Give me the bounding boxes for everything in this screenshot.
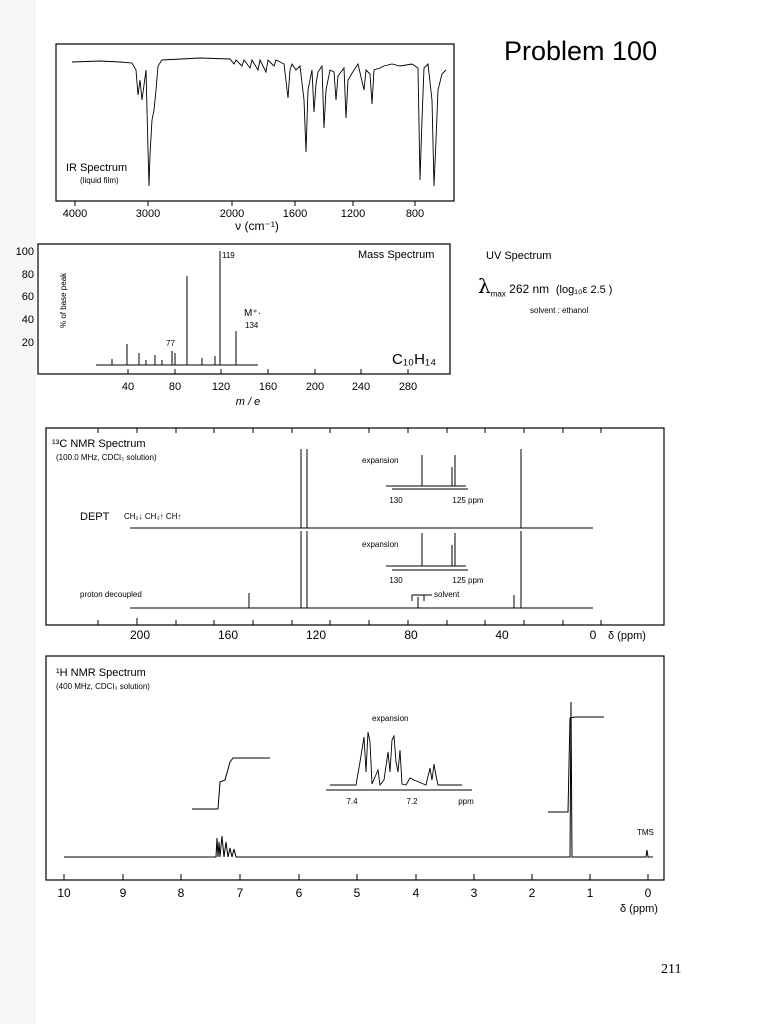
uv-label: UV Spectrum bbox=[486, 250, 552, 262]
ms-y-tick: 20 bbox=[21, 337, 34, 349]
ms-y-axis-label: % of base peak bbox=[59, 272, 68, 328]
h1-x-tick: 8 bbox=[177, 886, 185, 900]
c13-x-tick: 160 bbox=[217, 628, 239, 642]
dept-legend: CH₂↓ CH₃↑ CH↑ bbox=[124, 512, 182, 521]
h1-expansion-tick: 7.4 bbox=[346, 797, 358, 806]
ms-x-tick: 80 bbox=[168, 381, 182, 393]
c13-nmr-spectrum bbox=[0, 425, 768, 645]
h1-expansion-tick: ppm bbox=[458, 797, 474, 806]
tms-label: TMS bbox=[637, 828, 654, 837]
ir-tick: 800 bbox=[405, 208, 425, 220]
h1-x-tick: 7 bbox=[236, 886, 244, 900]
c13-x-tick: 120 bbox=[305, 628, 327, 642]
c13-expansion-tick: 125 ppm bbox=[452, 576, 484, 585]
ir-tick: 1600 bbox=[282, 208, 308, 220]
c13-expansion-tick: 130 bbox=[389, 496, 403, 505]
c13-label: ¹³C NMR Spectrum bbox=[52, 438, 146, 450]
h1-x-tick: 6 bbox=[295, 886, 303, 900]
ms-x-tick: 160 bbox=[258, 381, 278, 393]
uv-lambda-max bbox=[478, 274, 612, 298]
ms-x-tick: 280 bbox=[398, 381, 418, 393]
ir-sublabel: (liquid film) bbox=[80, 176, 119, 185]
h1-trace bbox=[64, 702, 653, 857]
c13-dept-expansion-label: expansion bbox=[362, 456, 399, 465]
lambda-symbol: λ bbox=[478, 274, 491, 298]
mass-spectrum bbox=[0, 238, 470, 413]
c13-x-tick: 200 bbox=[129, 628, 151, 642]
c13-x-tick: 40 bbox=[495, 628, 509, 642]
ir-tick: 3000 bbox=[135, 208, 161, 220]
page-title: Problem 100 bbox=[504, 36, 658, 66]
uv-solvent: solvent : ethanol bbox=[530, 306, 589, 315]
h1-expansion-tick: 7.2 bbox=[406, 797, 418, 806]
ms-y-tick: 100 bbox=[15, 246, 34, 258]
h1-expansion-label: expansion bbox=[372, 714, 409, 723]
ir-tick: 1200 bbox=[340, 208, 366, 220]
proton-decoupled-label: proton decoupled bbox=[80, 590, 142, 599]
h1-nmr-spectrum bbox=[0, 652, 768, 922]
ms-y-tick: 40 bbox=[21, 314, 34, 326]
h1-x-tick: 3 bbox=[470, 886, 478, 900]
ms-x-tick: 240 bbox=[351, 381, 371, 393]
c13-expansion-tick: 130 bbox=[389, 576, 403, 585]
ms-formula: C₁₀H₁₄ bbox=[392, 351, 437, 368]
c13-x-tick: 0 bbox=[589, 628, 597, 642]
ir-spectrum bbox=[0, 0, 768, 240]
c13-sublabel: (100.0 MHz, CDCl₃ solution) bbox=[56, 453, 157, 462]
ms-molecular-ion-label: M⁺· bbox=[244, 308, 261, 319]
h1-label: ¹H NMR Spectrum bbox=[56, 667, 146, 679]
uv-loge: (log₁₀ε 2.5 ) bbox=[555, 284, 613, 296]
solvent-bracket bbox=[412, 595, 432, 601]
h1-x-tick: 4 bbox=[412, 886, 420, 900]
h1-x-tick: 10 bbox=[57, 886, 71, 900]
page-number: 211 bbox=[661, 962, 682, 977]
ms-x-axis-label: m / e bbox=[235, 396, 261, 408]
ir-trace bbox=[72, 58, 446, 186]
dept-label: DEPT bbox=[80, 511, 110, 523]
ir-axis-label: ν (cm⁻¹) bbox=[235, 219, 279, 233]
c13-pd-expansion-label: expansion bbox=[362, 540, 399, 549]
h1-x-tick: 1 bbox=[586, 886, 594, 900]
h1-axis-label: δ (ppm) bbox=[620, 903, 658, 915]
uv-value: 262 nm bbox=[509, 282, 550, 296]
ms-y-tick: 80 bbox=[21, 269, 34, 281]
max-subscript: max bbox=[490, 289, 506, 299]
ms-x-tick: 40 bbox=[121, 381, 135, 393]
ms-x-tick: 120 bbox=[211, 381, 231, 393]
ir-tick: 4000 bbox=[62, 208, 88, 220]
ms-molecular-ion-mass: 134 bbox=[245, 321, 259, 330]
ms-label: Mass Spectrum bbox=[358, 249, 435, 261]
c13-axis-label: δ (ppm) bbox=[608, 630, 646, 642]
c13-x-tick: 80 bbox=[404, 628, 418, 642]
h1-x-tick: 9 bbox=[119, 886, 127, 900]
h1-x-tick: 0 bbox=[644, 886, 652, 900]
h1-x-tick: 5 bbox=[353, 886, 361, 900]
ms-peak-label: 119 bbox=[222, 251, 235, 260]
h1-x-tick: 2 bbox=[528, 886, 536, 900]
integration-aromatic bbox=[192, 758, 270, 809]
h1-expansion-trace bbox=[330, 732, 462, 785]
h1-sublabel: (400 MHz, CDCl₃ solution) bbox=[56, 682, 150, 691]
ir-tick: 2000 bbox=[219, 208, 245, 220]
ms-y-tick: 60 bbox=[21, 291, 34, 303]
ms-x-tick: 200 bbox=[305, 381, 325, 393]
ms-peak-label: 77 bbox=[166, 339, 175, 348]
ir-label: IR Spectrum bbox=[66, 162, 128, 174]
solvent-label: solvent bbox=[434, 590, 460, 599]
c13-expansion-tick: 125 ppm bbox=[452, 496, 484, 505]
integration-aliphatic bbox=[548, 717, 604, 812]
